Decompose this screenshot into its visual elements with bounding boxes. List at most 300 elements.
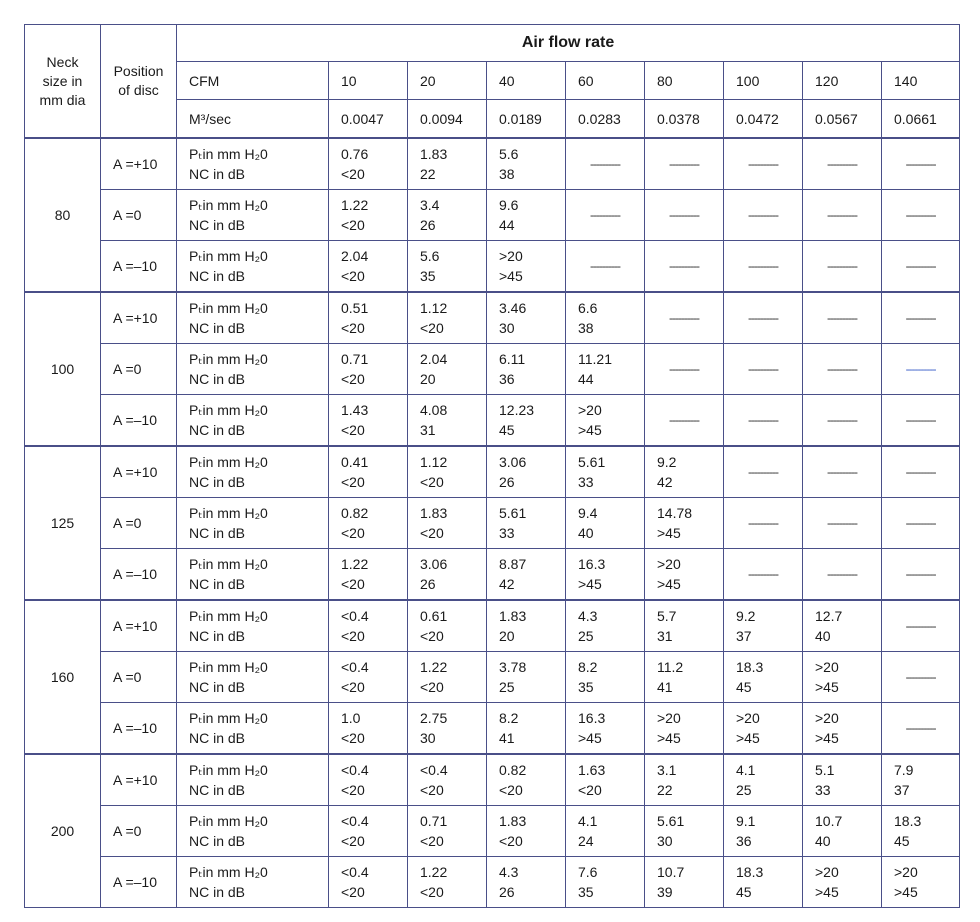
pressure-value: 0.71 [420,813,448,829]
empty-value-cell [566,138,645,190]
noise-value: 44 [499,217,515,233]
value-cell [487,857,566,908]
dash-placeholder: ---------- [905,721,936,735]
noise-label: NC in dB [189,576,246,592]
noise-value: <20 [341,576,365,592]
dash-placeholder: ---------- [905,670,936,684]
noise-value: 30 [657,833,673,849]
pressure-value: 0.82 [499,762,527,778]
empty-value-cell [882,498,960,549]
noise-value: 36 [736,833,752,849]
value-cell [329,703,408,755]
dash-placeholder: ---------- [590,157,620,171]
dash-placeholder: ---------- [905,311,936,325]
measure-label-cell [177,806,329,857]
dash-placeholder: ---------- [827,465,857,479]
empty-value-cell [882,652,960,703]
pressure-value: 0.51 [341,300,369,316]
value-cell [803,754,882,806]
pressure-value: <0.4 [341,813,369,829]
empty-value-cell [724,549,803,601]
noise-value: 35 [578,884,594,900]
neck-size-header-line: Neck [46,53,79,70]
pressure-value: 3.46 [499,300,527,316]
noise-label: NC in dB [189,730,246,746]
pressure-value: 12.23 [499,402,535,418]
noise-value: 42 [657,474,673,490]
noise-value: <20 [499,782,523,798]
pressure-value: 5.61 [499,505,527,521]
value-cell [645,446,724,498]
value-cell [329,190,408,241]
cfm-value-cell: 60 [566,62,645,100]
pressure-value: 1.83 [499,813,527,829]
noise-label: NC in dB [189,166,246,182]
pressure-value: 5.61 [657,813,685,829]
noise-value: 35 [578,679,594,695]
neck-size-cell: 125 [25,446,101,600]
empty-value-cell [803,344,882,395]
pressure-label: Pₜin mm H₂0 [189,813,268,829]
noise-value: 45 [736,884,752,900]
value-cell [566,395,645,447]
pressure-label: Pₜin mm H₂0 [189,505,268,521]
cfm-value-cell: 80 [645,62,724,100]
dash-placeholder: ---------- [827,516,857,530]
noise-value: <20 [420,833,444,849]
table-row [25,292,960,344]
noise-value: 26 [420,217,436,233]
noise-value: <20 [341,884,365,900]
noise-value: <20 [341,371,365,387]
value-cell [487,138,566,190]
disc-position-cell: A =–10 [101,857,177,908]
value-cell [645,498,724,549]
measure-label-cell [177,241,329,293]
value-cell [487,446,566,498]
noise-value: 33 [578,474,594,490]
noise-value: 25 [736,782,752,798]
empty-value-cell [882,600,960,652]
empty-value-cell [645,241,724,293]
pressure-value: 5.61 [578,454,606,470]
measure-label-cell [177,138,329,190]
empty-value-cell [882,344,960,395]
table-row [25,703,960,755]
empty-value-cell [882,138,960,190]
pressure-value: 9.2 [657,454,677,470]
noise-value: 30 [420,730,436,746]
table-row [25,652,960,703]
neck-size-cell: 80 [25,138,101,292]
pressure-value: 1.22 [420,659,448,675]
air-flow-rate-title: Air flow rate [177,25,960,62]
pressure-value: >20 [815,864,839,880]
noise-label: NC in dB [189,217,246,233]
value-cell [329,446,408,498]
dash-placeholder: ---------- [905,413,936,427]
noise-value: >45 [578,422,602,438]
pressure-value: >20 [894,864,918,880]
value-cell [566,292,645,344]
empty-value-cell [882,395,960,447]
disc-position-cell: A =0 [101,498,177,549]
noise-value: 31 [657,628,673,644]
measure-label-cell [177,446,329,498]
disc-position-cell: A =+10 [101,446,177,498]
noise-value: >45 [578,576,602,592]
pressure-value: 12.7 [815,608,843,624]
disc-position-header-line: Position [113,63,164,79]
noise-value: <20 [341,166,365,182]
value-cell [487,395,566,447]
noise-value: 26 [499,884,515,900]
value-cell [803,600,882,652]
noise-value: >45 [815,730,839,746]
table-row [25,498,960,549]
empty-value-cell [724,395,803,447]
disc-position-cell: A =–10 [101,549,177,601]
disc-position-cell: A =–10 [101,241,177,293]
value-cell [408,446,487,498]
empty-value-cell [724,292,803,344]
value-cell [408,652,487,703]
empty-value-cell [882,292,960,344]
noise-value: <20 [499,833,523,849]
pressure-label: Pₜin mm H₂0 [189,659,268,675]
noise-value: 26 [420,576,436,592]
dash-placeholder: ---------- [827,311,857,325]
value-cell [566,703,645,755]
empty-value-cell [645,292,724,344]
disc-position-cell: A =0 [101,344,177,395]
noise-value: >45 [657,576,681,592]
value-cell [803,806,882,857]
table-row [25,754,960,806]
value-cell [724,652,803,703]
value-cell [408,498,487,549]
noise-value: 22 [420,166,436,182]
noise-value: >45 [736,730,760,746]
pressure-value: 5.6 [499,146,519,162]
noise-label: NC in dB [189,525,246,541]
pressure-value: 16.3 [578,710,606,726]
value-cell [566,857,645,908]
pressure-value: >20 [815,710,839,726]
disc-position-header [101,25,177,139]
value-cell [882,857,960,908]
value-cell [408,395,487,447]
empty-value-cell [566,190,645,241]
empty-value-cell [645,190,724,241]
pressure-value: 0.76 [341,146,369,162]
disc-position-cell: A =+10 [101,138,177,190]
pressure-value: 1.22 [341,197,369,213]
pressure-value: 0.82 [341,505,369,521]
noise-value: <20 [420,628,444,644]
value-cell [566,754,645,806]
pressure-value: >20 [815,659,839,675]
dash-placeholder: ---------- [748,516,778,530]
empty-value-cell [803,241,882,293]
measure-label-cell [177,549,329,601]
noise-value: 26 [499,474,515,490]
pressure-label: Pₜin mm H₂0 [189,608,268,624]
table-row [25,806,960,857]
table-row [25,138,960,190]
noise-value: 44 [578,371,594,387]
pressure-value: 6.6 [578,300,598,316]
value-cell [724,703,803,755]
pressure-value: 3.4 [420,197,440,213]
disc-position-cell: A =0 [101,652,177,703]
pressure-value: <0.4 [341,864,369,880]
pressure-value: 1.22 [341,556,369,572]
noise-value: <20 [420,782,444,798]
empty-value-cell [724,498,803,549]
noise-value: >45 [815,679,839,695]
noise-value: 20 [499,628,515,644]
noise-value: 33 [815,782,831,798]
noise-value: <20 [341,320,365,336]
value-cell [566,600,645,652]
neck-size-header-line: size in [42,72,83,89]
pressure-value: 8.87 [499,556,527,572]
noise-value: <20 [341,833,365,849]
empty-value-cell [724,344,803,395]
value-cell [408,857,487,908]
empty-value-cell [724,446,803,498]
empty-value-cell [803,190,882,241]
noise-value: <20 [420,525,444,541]
value-cell [408,754,487,806]
table-row [25,395,960,447]
pressure-value: 10.7 [657,864,685,880]
value-cell [329,344,408,395]
pressure-value: 7.6 [578,864,598,880]
noise-value: >45 [657,525,681,541]
measure-label-cell [177,652,329,703]
noise-value: <20 [341,422,365,438]
value-cell [487,292,566,344]
pressure-value: >20 [736,710,760,726]
empty-value-cell [645,138,724,190]
value-cell [329,857,408,908]
table-row [25,241,960,293]
neck-size-header [25,25,101,139]
value-cell [408,344,487,395]
empty-value-cell [803,549,882,601]
value-cell [487,652,566,703]
neck-size-cell: 160 [25,600,101,754]
pressure-value: 1.22 [420,864,448,880]
pressure-value: 18.3 [894,813,922,829]
value-cell [329,754,408,806]
dash-placeholder: ---------- [590,259,620,273]
dash-placeholder: ---------- [905,208,936,222]
value-cell [487,703,566,755]
empty-value-cell [724,241,803,293]
dash-placeholder: ---------- [669,362,699,376]
cfm-value-cell: 20 [408,62,487,100]
dash-placeholder: ---------- [748,567,778,581]
noise-value: 45 [499,422,515,438]
noise-value: 39 [657,884,673,900]
pressure-value: 11.21 [578,351,612,367]
empty-value-cell [566,241,645,293]
noise-value: <20 [420,474,444,490]
empty-value-cell [724,190,803,241]
pressure-value: 14.78 [657,505,693,521]
pressure-value: >20 [657,556,681,572]
dash-placeholder: ---------- [748,311,778,325]
noise-value: >45 [499,268,523,284]
value-cell [329,292,408,344]
pressure-value: 1.0 [341,710,361,726]
dash-placeholder: ---------- [827,208,857,222]
cfm-value-cell: 40 [487,62,566,100]
pressure-value: <0.4 [420,762,448,778]
cfm-value-cell: 140 [882,62,960,100]
value-cell [408,292,487,344]
pressure-value: 3.78 [499,659,527,675]
empty-value-cell [882,549,960,601]
noise-label: NC in dB [189,782,246,798]
table-body [25,138,960,908]
value-cell [487,806,566,857]
value-cell [645,652,724,703]
value-cell [566,652,645,703]
dash-placeholder: ---------- [748,208,778,222]
pressure-label: Pₜin mm H₂0 [189,351,268,367]
disc-position-cell: A =+10 [101,600,177,652]
noise-value: 31 [420,422,436,438]
disc-position-cell: A =–10 [101,703,177,755]
pressure-value: 18.3 [736,659,764,675]
pressure-value: 5.7 [657,608,677,624]
pressure-value: 4.08 [420,402,448,418]
noise-value: >45 [578,730,602,746]
pressure-value: 9.6 [499,197,519,213]
noise-value: <20 [341,628,365,644]
noise-value: 45 [894,833,910,849]
table-row [25,190,960,241]
pressure-value: 11.2 [657,659,684,675]
noise-label: NC in dB [189,371,246,387]
m3-per-sec-value-cell: 0.0283 [566,100,645,139]
pressure-label: Pₜin mm H₂0 [189,402,268,418]
value-cell [487,754,566,806]
pressure-value: 8.2 [578,659,598,675]
air-flow-performance-table-container [24,24,960,908]
value-cell [566,344,645,395]
dash-placeholder: ---------- [669,311,699,325]
noise-value: 25 [499,679,515,695]
value-cell [645,549,724,601]
value-cell [487,549,566,601]
pressure-value: 1.63 [578,762,606,778]
value-cell [408,703,487,755]
pressure-value: 4.1 [578,813,598,829]
m3-per-sec-label: M³/sec [177,100,329,139]
table-row [25,600,960,652]
empty-value-cell [882,703,960,755]
pressure-value: 3.1 [657,762,677,778]
pressure-value: 2.04 [420,351,448,367]
disc-position-cell: A =+10 [101,754,177,806]
cfm-value-cell: 100 [724,62,803,100]
value-cell [329,395,408,447]
disc-position-cell: A =+10 [101,292,177,344]
dash-placeholder: ---------- [669,413,699,427]
pressure-label: Pₜin mm H₂0 [189,864,268,880]
dash-placeholder: ---------- [748,362,778,376]
noise-value: <20 [341,525,365,541]
pressure-value: >20 [578,402,602,418]
dash-placeholder: ---------- [748,413,778,427]
neck-size-cell: 100 [25,292,101,446]
noise-label: NC in dB [189,833,246,849]
noise-value: 20 [420,371,436,387]
pressure-value: 10.7 [815,813,843,829]
pressure-value: 4.3 [578,608,598,624]
noise-value: 41 [499,730,515,746]
value-cell [408,138,487,190]
m3-per-sec-value-cell: 0.0094 [408,100,487,139]
empty-value-cell [803,395,882,447]
noise-value: >45 [657,730,681,746]
dash-placeholder: ---------- [905,619,936,633]
dash-placeholder: ---------- [827,413,857,427]
value-cell [645,806,724,857]
measure-label-cell [177,190,329,241]
empty-value-cell [803,292,882,344]
noise-value: 45 [736,679,752,695]
pressure-label: Pₜin mm H₂0 [189,710,268,726]
pressure-value: 0.61 [420,608,448,624]
dash-placeholder: ---------- [905,259,936,273]
noise-value: <20 [578,782,602,798]
value-cell [566,549,645,601]
noise-value: 37 [894,782,910,798]
pressure-label: Pₜin mm H₂0 [189,248,268,264]
measure-label-cell [177,498,329,549]
noise-label: NC in dB [189,422,246,438]
pressure-value: 7.9 [894,762,914,778]
value-cell [487,498,566,549]
value-cell [882,806,960,857]
value-cell [803,703,882,755]
m3-per-sec-value-cell: 0.0189 [487,100,566,139]
value-cell [645,754,724,806]
noise-label: NC in dB [189,679,246,695]
measure-label-cell [177,857,329,908]
noise-value: 35 [420,268,436,284]
measure-label-cell [177,754,329,806]
noise-label: NC in dB [189,320,246,336]
empty-value-cell [882,446,960,498]
dash-placeholder: ---------- [905,516,936,530]
noise-value: >45 [894,884,918,900]
value-cell [487,344,566,395]
pressure-label: Pₜin mm H₂0 [189,556,268,572]
pressure-value: 6.11 [499,351,526,367]
dash-placeholder: ---------- [590,208,620,222]
pressure-value: 3.06 [420,556,448,572]
dash-placeholder: ---------- [669,157,699,171]
value-cell [487,190,566,241]
value-cell [408,190,487,241]
